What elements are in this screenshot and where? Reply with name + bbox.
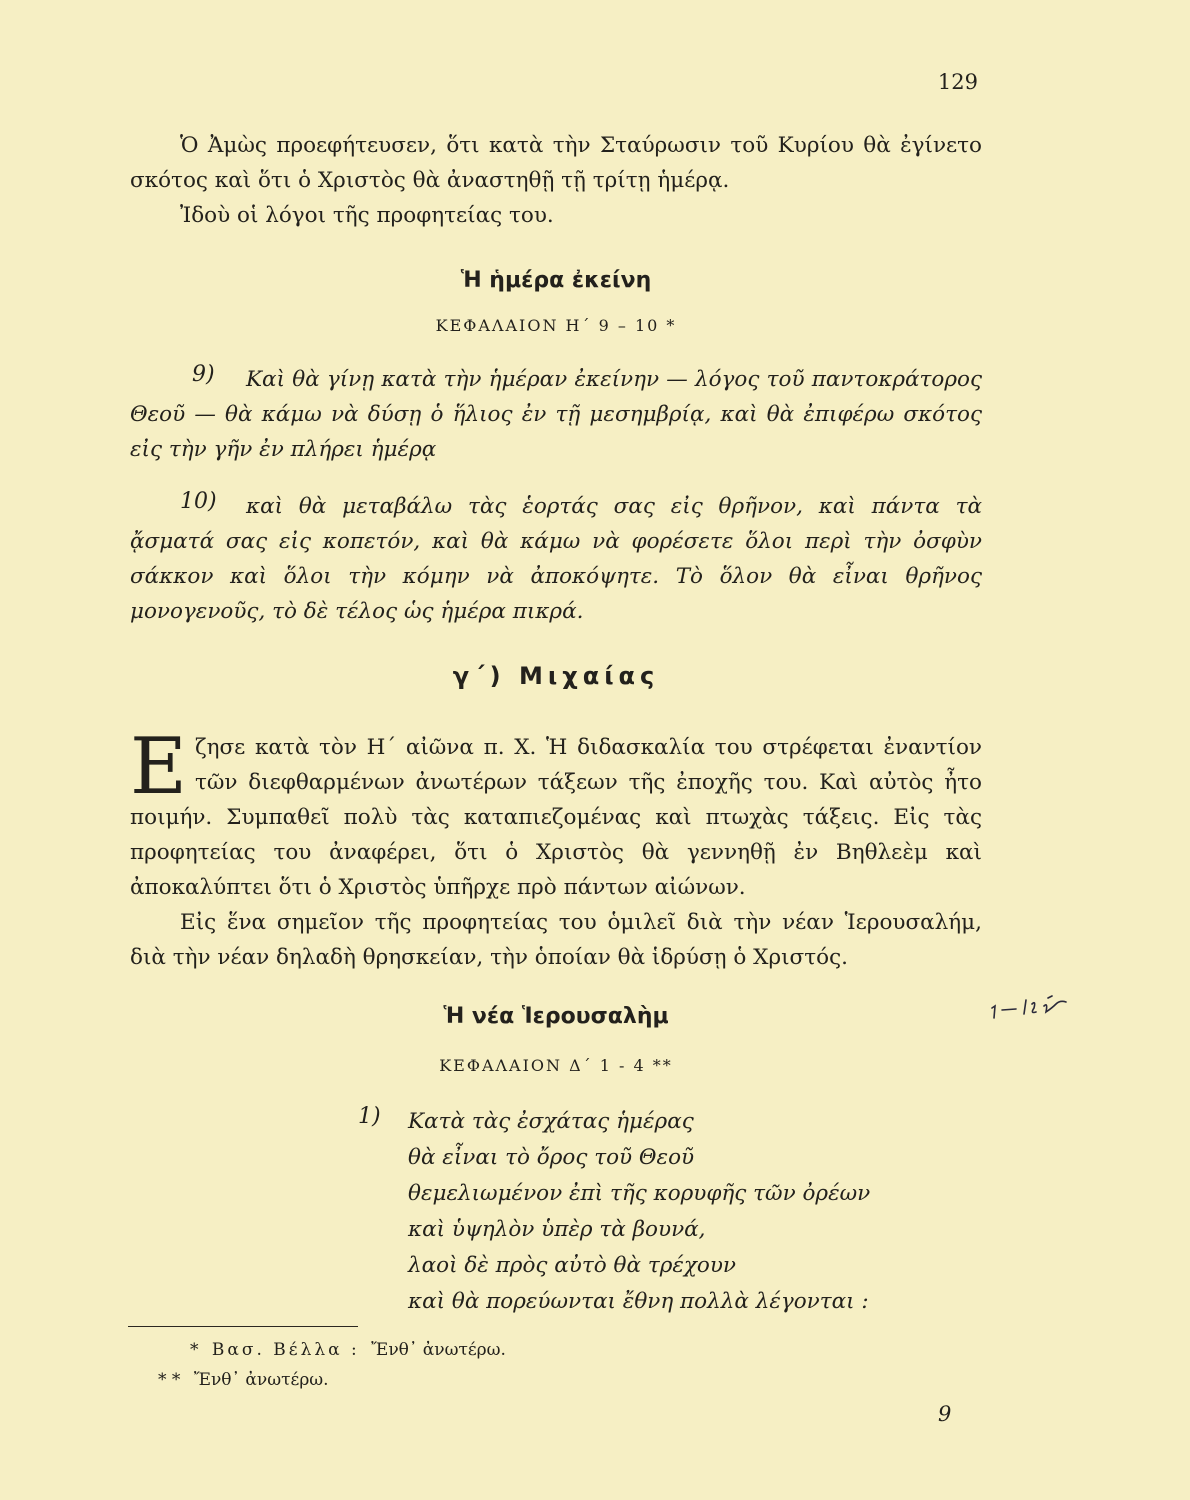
verse-9-number: 9): [192, 362, 215, 387]
micah-para-1: [130, 722, 982, 905]
amos-paragraph: [130, 128, 982, 233]
section-title-new-jerusalem: Ἡ νέα Ἱερουσαλὴμ: [443, 1004, 669, 1029]
footnote-rule: [128, 1326, 358, 1327]
handwritten-mark-icon: [988, 990, 1118, 1024]
verse-9: [130, 362, 982, 467]
footnote-2: [158, 1370, 329, 1390]
section-title-that-day: Ἡ ἡμέρα ἐκείνη: [460, 268, 652, 293]
micah-paragraph: [130, 722, 982, 975]
footnote-1-text: Ἔνθ᾽ ἀνωτέρω.: [371, 1340, 506, 1360]
footnote-2-mark: * *: [158, 1370, 181, 1390]
amos-line-1: Ὁ Ἀμὼς προεφήτευσεν, ὅτι κατὰ τὴν Σταύρωσιν τοῦ Κυρίου θὰ ἐγίνετο σκότος καὶ ὅτι ὁ Χριστὸς θὰ ἀναστηθῇ τῇ τρίτῃ ἡμέρᾳ.: [130, 133, 982, 193]
footnote-1-author: Βασ. Βέλλα :: [211, 1340, 360, 1360]
signature-number: 9: [938, 1402, 952, 1426]
poem-line: θὰ εἶναι τὸ ὄρος τοῦ Θεοῦ: [408, 1145, 695, 1170]
footnote-1: [190, 1340, 506, 1360]
poem-line: θεμελιωμένον ἐπὶ τῆς κορυφῆς τῶν ὀρέων: [408, 1181, 871, 1206]
verse-9-text: Καὶ θὰ γίνῃ κατὰ τὴν ἡμέραν ἐκείνην — λόγος τοῦ παντοκράτορος Θεοῦ — θὰ κάμω νὰ δύσῃ ὁ ἥλιος ἐν τῇ μεσημβρίᾳ, καὶ θὰ ἐπιφέρω σκότος εἰς τὴν γῆν ἐν πλήρει ἡμέρᾳ: [130, 367, 982, 462]
micah-para-1-text: ζησε κατὰ τὸν Η΄ αἰῶνα π. Χ. Ἡ διδασκαλία του στρέφεται ἐναντίον τῶν διεφθαρμένων ἀνωτέρων τάξεων τῆς ἐποχῆς του. Καὶ αὐτὸς ἦτο ποιμήν. Συμπαθεῖ πολὺ τὰς καταπιεζομένας καὶ πτωχὰς τάξεις. Εἰς τὰς προφητείας του ἀναφέρει, ὅτι ὁ Χριστὸς θὰ γεννηθῇ ἐν Βηθλεὲμ καὶ ἀποκαλύπτει ὅτι ὁ Χριστὸς ὑπῆρχε πρὸ πάντων αἰώνων.: [130, 735, 982, 900]
chapter-ref-8: ΚΕΦΑΛΑΙΟΝ Η΄ 9 – 10 *: [435, 316, 677, 335]
micah-para-2: Εἰς ἕνα σημεῖον τῆς προφητείας του ὁμιλεῖ διὰ τὴν νέαν Ἱερουσαλήμ, διὰ τὴν νέαν δηλαδὴ θρησκείαν, τὴν ὁποίαν θὰ ἱδρύσῃ ὁ Χριστός.: [130, 910, 982, 970]
poem-line: καὶ θὰ πορεύωνται ἔθνη πολλὰ λέγονται :: [408, 1289, 869, 1314]
verse-1-number: 1): [358, 1104, 381, 1129]
amos-line-2: Ἰδοὺ οἱ λόγοι τῆς προφητείας του.: [180, 203, 554, 228]
micah-heading: γ΄) Μιχαίας: [452, 662, 660, 690]
poem-line: καὶ ὑψηλὸν ὑπὲρ τὰ βουνά,: [408, 1217, 706, 1242]
drop-cap-letter: Ε: [130, 722, 187, 812]
verse-1-poem: [408, 1104, 968, 1320]
verse-10-text: καὶ θὰ μεταβάλω τὰς ἑορτάς σας εἰς θρῆνον, καὶ πάντα τὰ ᾄσματά σας εἰς κοπετόν, καὶ θὰ κάμω νὰ φορέσετε ὅλοι περὶ τὴν ὀσφὺν σάκκον καὶ ὅλοι τὴν κόμην νὰ ἀποκόψητε. Τὸ ὅλον θὰ εἶναι θρῆνος μονογενοῦς, τὸ δὲ τέλος ὡς ἡμέρα πικρά.: [130, 494, 982, 624]
poem-line: Κατὰ τὰς ἐσχάτας ἡμέρας: [408, 1109, 694, 1134]
chapter-ref-4: ΚΕΦΑΛΑΙΟΝ Δ΄ 1 - 4 **: [439, 1056, 673, 1075]
footnote-2-text: Ἔνθ᾽ ἀνωτέρω.: [193, 1370, 329, 1390]
verse-10: [130, 489, 982, 629]
verse-10-number: 10): [180, 489, 217, 514]
footnote-1-mark: *: [190, 1340, 199, 1360]
poem-line: λαοὶ δὲ πρὸς αὐτὸ θὰ τρέχουν: [408, 1253, 737, 1278]
page-number: 129: [937, 70, 978, 94]
